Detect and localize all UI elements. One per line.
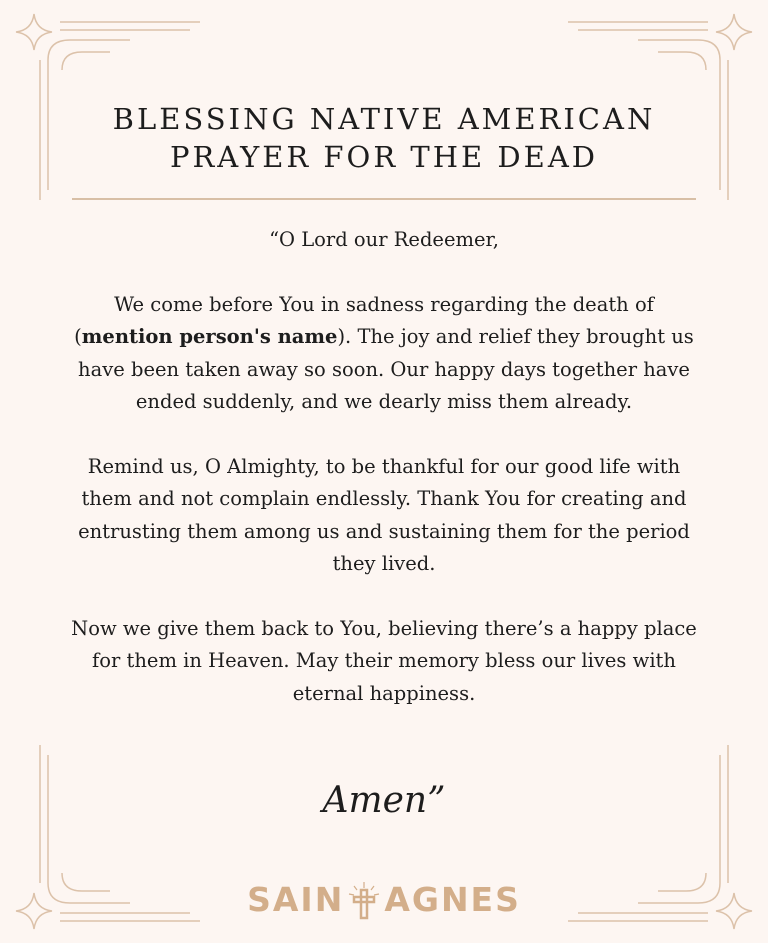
title-divider [72,198,696,200]
prayer-body [70,224,698,742]
prayer-paragraph-1: We come before You in sadness regarding the death of (mention person's name). The joy and relief they brought us have been taken away so soon. Our happy days together have ended suddenly, and we dearly miss them already. [74,292,694,413]
page-title [0,100,768,176]
logo-text-left: SAIN [247,880,345,919]
saint-agnes-logo [0,880,768,920]
prayer-paragraph-2: Remind us, O Almighty, to be thankful for our good life with them and not complain endlessly. Thank You for creating and entrusting them among us and sustaining them for the period they lived. [78,454,690,575]
prayer-opening: “O Lord our Redeemer, [269,228,499,251]
cross-icon [346,880,382,920]
prayer-closing: Amen” [322,780,446,821]
title-line-1: BLESSING NATIVE AMERICAN [112,102,656,136]
title-line-2: PRAYER FOR THE DEAD [169,140,599,174]
logo-text-right: AGNES [384,880,521,919]
prayer-paragraph-3: Now we give them back to You, believing there’s a happy place for them in Heaven. May their memory bless our lives with eternal happiness. [71,616,697,705]
person-name-placeholder: mention person's name [81,325,338,348]
sparkle-star-icon [716,14,752,50]
sparkle-star-icon [16,14,52,50]
